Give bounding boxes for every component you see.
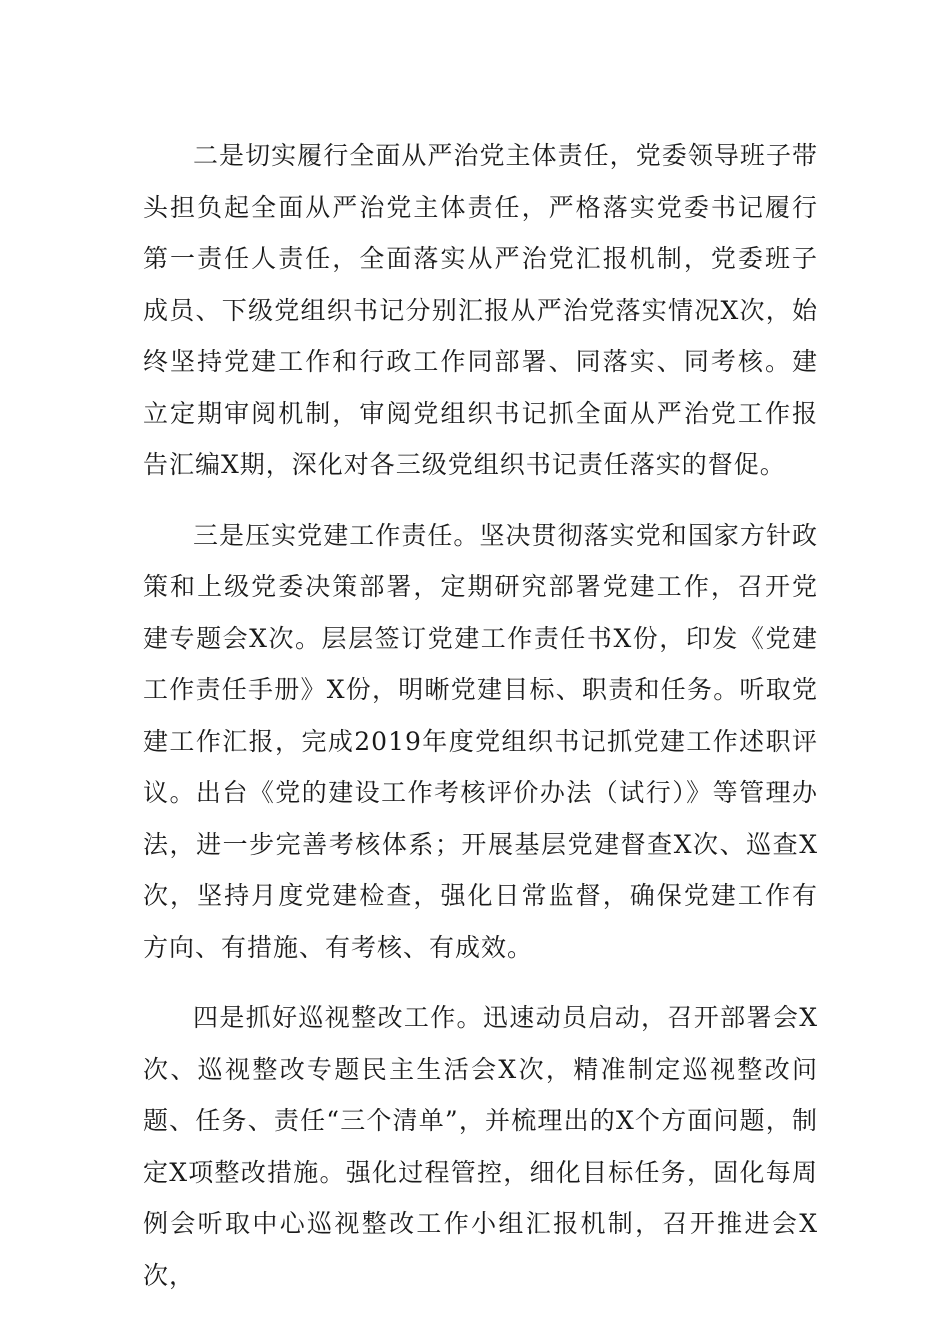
paragraph-four-inspection-rectification: 四是抓好巡视整改工作。迅速动员启动，召开部署会X次、巡视整改专题民主生活会X次，精准制定巡视整改问题、任务、责任“三个清单”，并梳理出的X个方面问题，制定X项整改措施。强化过程管控，细化目标任务，固化每周例会听取中心巡视整改工作小组汇报机制，召开推进会X次， bbox=[143, 1003, 818, 1290]
paragraph-two-responsibility: 二是切实履行全面从严治党主体责任，党委领导班子带头担负起全面从严治党主体责任，严格落实党委书记履行第一责任人责任，全面落实从严治党汇报机制，党委班子成员、下级党组织书记分别汇报从严治党落实情况X次，始终坚持党建工作和行政工作同部署、同落实、同考核。建立定期审阅机制，审阅党组织书记抓全面从严治党工作报告汇编X期，深化对各三级党组织书记责任落实的督促。 bbox=[143, 141, 818, 479]
paragraph-three-party-building: 三是压实党建工作责任。坚决贯彻落实党和国家方针政策和上级党委决策部署，定期研究部署党建工作，召开党建专题会X次。层层签订党建工作责任书X份，印发《党建工作责任手册》X份，明晰党建目标、职责和任务。听取党建工作汇报，完成2019年度党组织书记抓党建工作述职评议。出台《党的建设工作考核评价办法（试行）》等管理办法，进一步完善考核体系；开展基层党建督查X次、巡查X次，坚持月度党建检查，强化日常监督，确保党建工作有方向、有措施、有考核、有成效。 bbox=[143, 520, 818, 962]
document-body bbox=[143, 130, 818, 1320]
